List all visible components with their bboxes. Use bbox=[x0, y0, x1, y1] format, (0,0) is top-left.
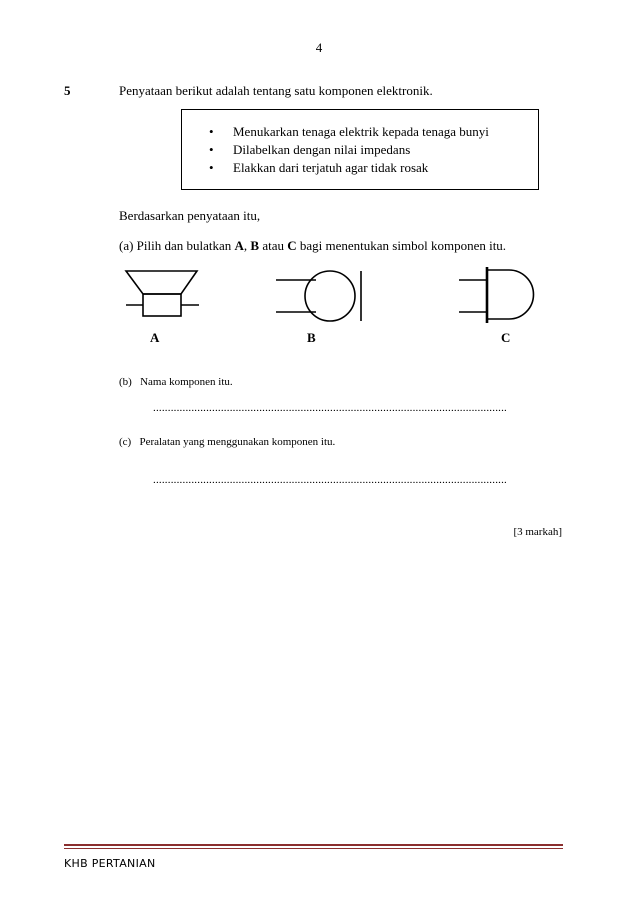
footer-text: KHB PERTANIAN bbox=[64, 857, 156, 870]
symbol-label-c: C bbox=[501, 330, 511, 345]
part-a-suffix: bagi menentukan simbol komponen itu. bbox=[296, 238, 507, 253]
statement-box bbox=[181, 109, 539, 190]
bullet-icon: • bbox=[209, 124, 214, 139]
symbol-c-d-shape-icon bbox=[459, 267, 533, 323]
intro-text: Berdasarkan penyataan itu, bbox=[119, 208, 261, 223]
statement-item bbox=[209, 160, 489, 178]
component-symbols bbox=[0, 262, 638, 332]
part-a-option-a: A bbox=[234, 238, 244, 253]
part-a-option-b: B bbox=[250, 238, 260, 253]
bullet-icon: • bbox=[209, 160, 214, 175]
symbol-b-circle-icon bbox=[276, 271, 361, 321]
part-b-text: (b) Nama komponen itu. bbox=[119, 376, 233, 388]
statement-list bbox=[209, 124, 489, 178]
marks-label: [3 markah] bbox=[513, 526, 562, 538]
footer-divider-thin bbox=[64, 848, 563, 849]
answer-line-c[interactable]: ........................................................................................................................ bbox=[153, 474, 507, 486]
question-text: Penyataan berikut adalah tentang satu komponen elektronik. bbox=[119, 83, 433, 98]
bullet-icon: • bbox=[209, 142, 214, 157]
question-number: 5 bbox=[64, 83, 71, 98]
answer-line-b[interactable]: ........................................................................................................................ bbox=[153, 402, 507, 414]
page-number: 4 bbox=[315, 40, 323, 55]
part-a-prefix: (a) Pilih dan bulatkan bbox=[119, 238, 235, 253]
statement-text: Elakkan dari terjatuh agar tidak rosak bbox=[233, 160, 429, 175]
footer-divider bbox=[64, 844, 563, 846]
part-a-option-c: C bbox=[287, 238, 297, 253]
part-c-text: (c) Peralatan yang menggunakan komponen itu. bbox=[119, 436, 336, 448]
symbol-a-speaker-icon bbox=[126, 271, 199, 316]
statement-item bbox=[209, 124, 489, 142]
part-a-text bbox=[119, 238, 506, 254]
statement-text: Dilabelkan dengan nilai impedans bbox=[233, 142, 411, 157]
part-a-sep2: atau bbox=[259, 238, 288, 253]
symbol-label-b: B bbox=[307, 330, 316, 345]
statement-item bbox=[209, 142, 489, 160]
symbol-label-a: A bbox=[150, 330, 160, 345]
statement-text: Menukarkan tenaga elektrik kepada tenaga bunyi bbox=[233, 124, 489, 139]
part-a-sep1: , bbox=[243, 238, 251, 253]
